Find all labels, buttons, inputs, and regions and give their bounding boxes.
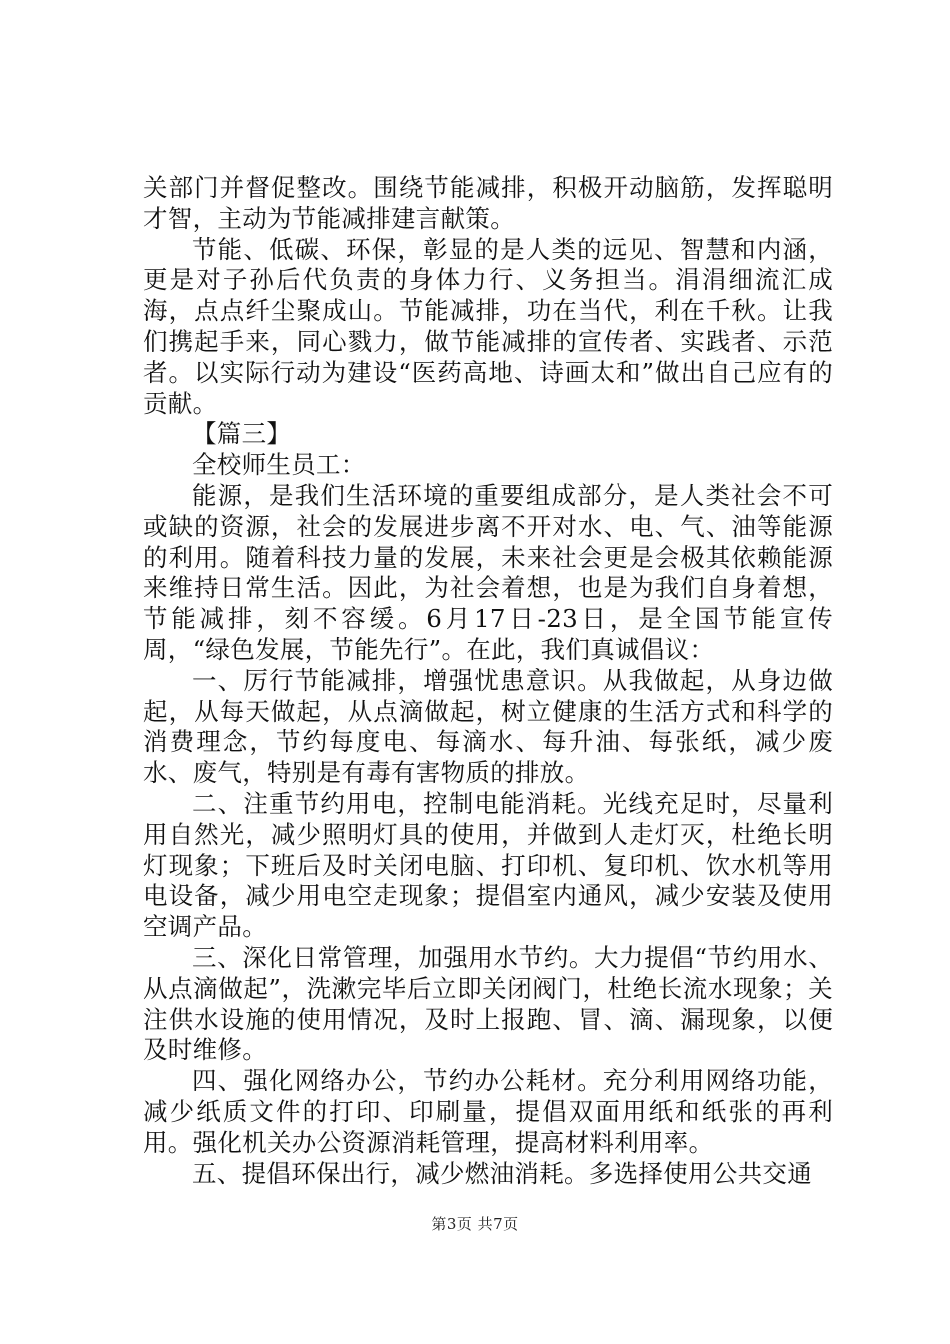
paragraph: 一、厉行节能减排，增强忧患意识。从我做起，从身边做起，从每天做起，从点滴做起，树立健康的生活方式和科学的消费理念，节约每度电、每滴水、每升油、每张纸，减少废水、废气，特别是有毒有害物质的排放。 [143, 665, 833, 788]
paragraph: 节能、低碳、环保，彰显的是人类的远见、智慧和内涵，更是对子孙后代负责的身体力行、义务担当。涓涓细流汇成海，点点纤尘聚成山。节能减排，功在当代，利在千秋。让我们携起手来，同心戮力，做节能减排的宣传者、实践者、示范者。以实际行动为建设“医药高地、诗画太和”做出自己应有的贡献。 [143, 234, 833, 418]
paragraph: 三、深化日常管理，加强用水节约。大力提倡“节约用水、从点滴做起”，洗漱完毕后立即关闭阀门，杜绝长流水现象；关注供水设施的使用情况，及时上报跑、冒、滴、漏现象，以便及时维修。 [143, 942, 833, 1065]
paragraph: 能源，是我们生活环境的重要组成部分，是人类社会不可或缺的资源，社会的发展进步离不开对水、电、气、油等能源的利用。随着科技力量的发展，未来社会更是会极其依赖能源来维持日常生活。因此，为社会着想，也是为我们自身着想，节能减排，刻不容缓。6月17日-23日，是全国节能宣传周，“绿色发展，节能先行”。在此，我们真诚倡议： [143, 480, 833, 664]
paragraph: 二、注重节约用电，控制电能消耗。光线充足时，尽量利用自然光，减少照明灯具的使用，并做到人走灯灭，杜绝长明灯现象；下班后及时关闭电脑、打印机、复印机、饮水机等用电设备，减少用电空走现象；提倡室内通风，减少安装及使用空调产品。 [143, 788, 833, 942]
salutation: 全校师生员工： [192, 450, 366, 480]
paragraph: 五、提倡环保出行，减少燃油消耗。多选择使用公共交通 [192, 1158, 812, 1188]
paragraph: 四、强化网络办公，节约办公耗材。充分利用网络功能，减少纸质文件的打印、印刷量，提倡双面用纸和纸张的再利用。强化机关办公资源消耗管理，提高材料利用率。 [143, 1066, 833, 1157]
page-number: 第3页 共7页 [431, 1215, 519, 1233]
document-body [143, 173, 833, 1189]
paragraph: 关部门并督促整改。围绕节能减排，积极开动脑筋，发挥聪明才智，主动为节能减排建言献策。 [143, 173, 833, 233]
section-heading: 【篇三】 [192, 419, 292, 449]
